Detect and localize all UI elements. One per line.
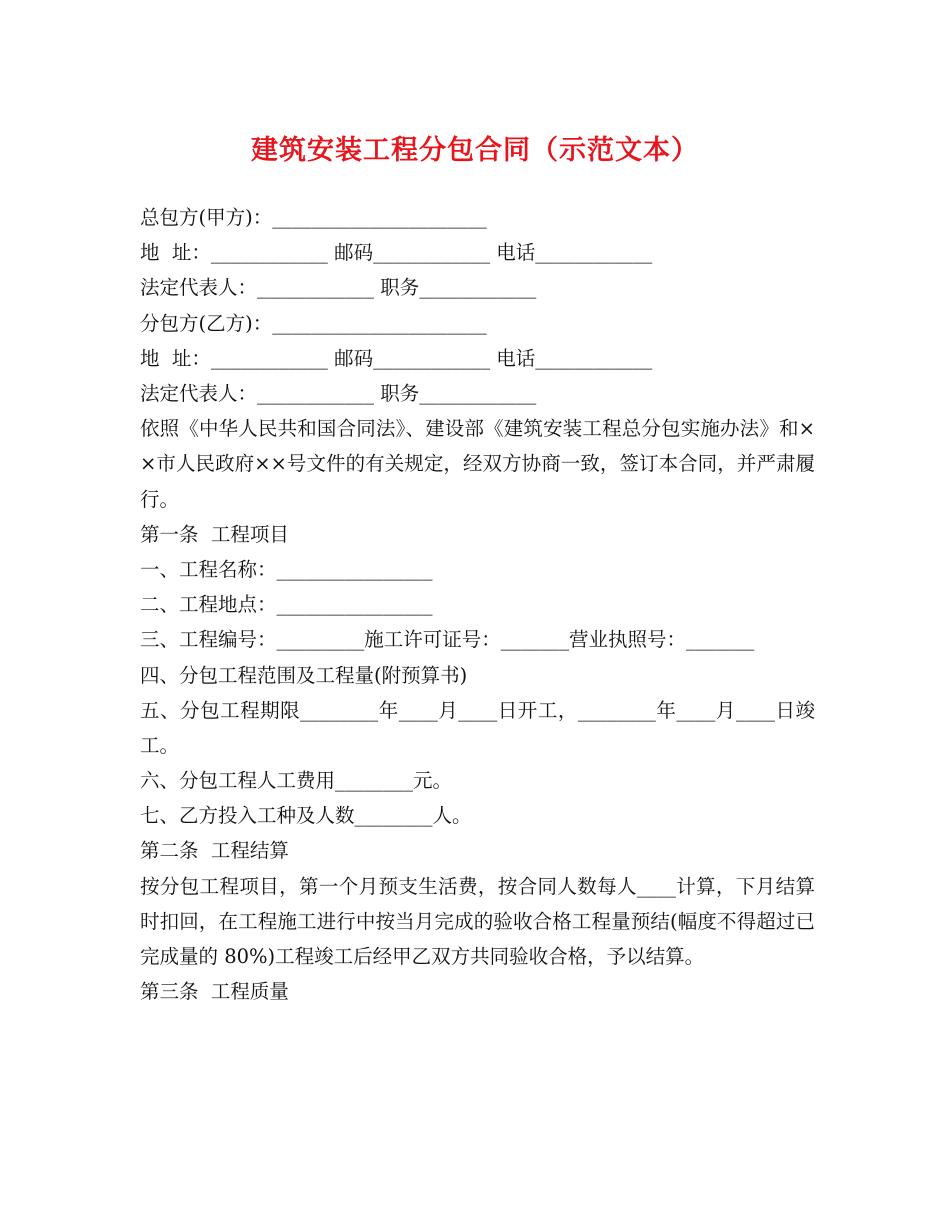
document-title: 建筑安装工程分包合同（示范文本） — [251, 135, 699, 166]
period-line: 五、分包工程期限________年____月____日开工，________年____月____日竣工。 — [140, 698, 815, 757]
general-contractor-line: 总包方(甲方)：______________________ — [140, 206, 487, 229]
subcontractor-representative-line: 法定代表人：____________ 职务____________ — [140, 381, 537, 405]
intro-paragraph: 依照《中华人民共和国合同法》、建设部《建筑安装工程总分包实施办法》和××市人民政府××号文件的有关规定，经双方协商一致，签订本合同，并严肃履行。 — [140, 417, 815, 511]
article-3-heading: 第三条 工程质量 — [140, 980, 289, 1004]
project-name-line: 一、工程名称：________________ — [140, 557, 433, 581]
article-2-heading: 第二条 工程结算 — [140, 839, 289, 863]
subcontractor-line: 分包方(乙方)：______________________ — [140, 311, 487, 335]
workforce-line: 七、乙方投入工种及人数________人。 — [140, 804, 472, 828]
general-contractor-address-line: 地 址：____________ 邮码____________ 电话____________ — [140, 241, 653, 265]
project-location-line: 二、工程地点：________________ — [140, 593, 433, 617]
contract-body — [140, 200, 815, 1009]
labor-cost-line: 六、分包工程人工费用________元。 — [140, 769, 453, 793]
general-contractor-representative-line: 法定代表人：____________ 职务____________ — [140, 276, 537, 300]
article-1-heading: 第一条 工程项目 — [140, 522, 289, 546]
scope-line: 四、分包工程范围及工程量(附预算书) — [140, 663, 468, 687]
settlement-paragraph: 按分包工程项目，第一个月预支生活费，按合同人数每人____计算，下月结算时扣回，在工程施工进行中按当月完成的验收合格工程量预结(幅度不得超过已完成量的 80%)工程竣工后经甲乙双方共同验收合格，予以结算。 — [140, 874, 815, 969]
subcontractor-address-line: 地 址：____________ 邮码____________ 电话____________ — [140, 346, 653, 370]
project-number-line: 三、工程编号：_________施工许可证号：_______营业执照号：_______ — [140, 628, 755, 652]
